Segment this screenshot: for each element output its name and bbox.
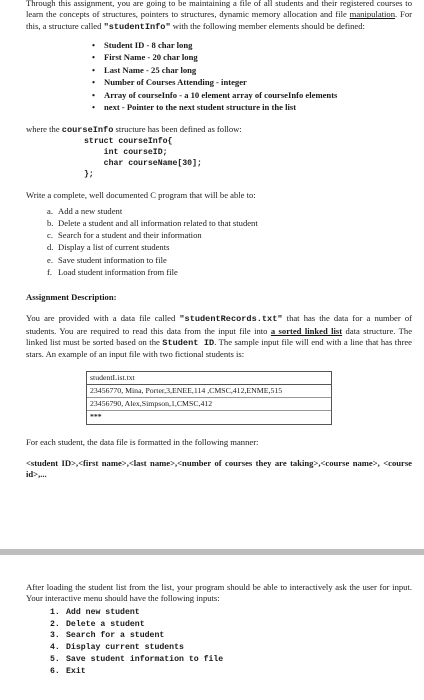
data-file-name: "studentRecords.txt" bbox=[179, 314, 283, 325]
member-item: • next - Pointer to the next student structure in the list bbox=[104, 101, 412, 113]
menu-option: 2. Delete a student bbox=[50, 619, 145, 629]
task-item: f. Load student information from file bbox=[47, 266, 178, 277]
where-paragraph bbox=[26, 124, 412, 136]
task-list bbox=[26, 205, 412, 278]
intro-text-2: . For this, a structure called bbox=[26, 9, 412, 31]
where-code: courseInfo bbox=[61, 124, 114, 135]
menu-option: 5. Save student information to file bbox=[50, 655, 224, 665]
menu-option: 6. Exit bbox=[50, 667, 86, 677]
member-item: • First Name - 20 char long bbox=[104, 51, 412, 63]
description-paragraph: You are provided with a data file called "studentRecords.txt" that has the data for a number of students. You are required to read this data from the input file into a sorted linked list data structure. The linked list must be sorted based on the Student ID. The sample input file will end with a line that has three stars. An example of an input file with two fictional students is: bbox=[26, 313, 413, 360]
assignment-bottom-section bbox=[26, 582, 412, 678]
interactive-menu-list bbox=[26, 607, 412, 678]
struct-code-block: struct courseInfo{ int courseID; char courseName[30]; }; bbox=[84, 137, 202, 180]
task-item: b. Delete a student and all information related to that student bbox=[47, 217, 258, 228]
member-item: • Array of courseInfo - a 10 element array of courseInfo elements bbox=[104, 89, 412, 101]
sample-file-line: *** bbox=[87, 410, 331, 423]
intro-text: Through this assignment, you are going to be maintaining a file of all students and their registered courses to learn the concepts of structures, pointers to structures, dynamic memory allocation and file bbox=[26, 0, 412, 20]
program-intro: Write a complete, well documented C program that will be able to: bbox=[26, 190, 256, 201]
sample-file-name: studentList.txt bbox=[87, 372, 331, 385]
format-line: <student ID>,<first name>,<last name>,<number of courses they are taking>,<course name>, <course id>,... bbox=[26, 458, 412, 480]
menu-option: 4. Display current students bbox=[50, 643, 184, 653]
intro-paragraph bbox=[26, 0, 412, 33]
task-item: a. Add a new student bbox=[47, 205, 123, 216]
page-divider bbox=[0, 549, 424, 555]
sorted-linked-list-term: a sorted linked list bbox=[270, 325, 343, 336]
after-loading-paragraph: After loading the student list from the list, your program should be able to interactively ask the user for input. Your interactive menu should have the following inputs: bbox=[26, 582, 412, 604]
where-text: where the bbox=[26, 123, 62, 134]
member-item: • Last Name - 25 char long bbox=[104, 64, 412, 76]
member-item: • Student ID - 8 char long bbox=[104, 39, 412, 51]
task-item: c. Search for a student and their information bbox=[47, 230, 202, 241]
intro-manipulation-word: manipulation bbox=[349, 9, 396, 20]
format-intro: For each student, the data file is formatted in the following manner: bbox=[26, 436, 259, 447]
task-item: e. Save student information to file bbox=[47, 254, 167, 265]
sample-file-line: 23456790, Alex,Simpson,1,CMSC,412 bbox=[87, 397, 331, 410]
menu-option: 3. Search for a student bbox=[50, 631, 165, 641]
menu-option: 1. Add new student bbox=[50, 607, 140, 617]
task-item: d. Display a list of current students bbox=[47, 242, 170, 253]
sample-input-file-box bbox=[86, 371, 332, 425]
where-text-2: structure has been defined as follow: bbox=[113, 123, 242, 134]
member-item: • Number of Courses Attending - integer bbox=[104, 76, 412, 88]
sort-key: Student ID bbox=[162, 337, 215, 348]
sample-file-line: 23456770, Mina, Porter,3,ENEE,114 ,CMSC,412,ENME,515 bbox=[90, 385, 283, 395]
assignment-top-section bbox=[26, 0, 412, 481]
member-elements-list bbox=[26, 39, 412, 114]
intro-structure-name: "studentInfo" bbox=[103, 21, 171, 32]
intro-text-3: with the following member elements should be defined: bbox=[170, 20, 365, 31]
assignment-description-heading: Assignment Description: bbox=[26, 291, 117, 302]
